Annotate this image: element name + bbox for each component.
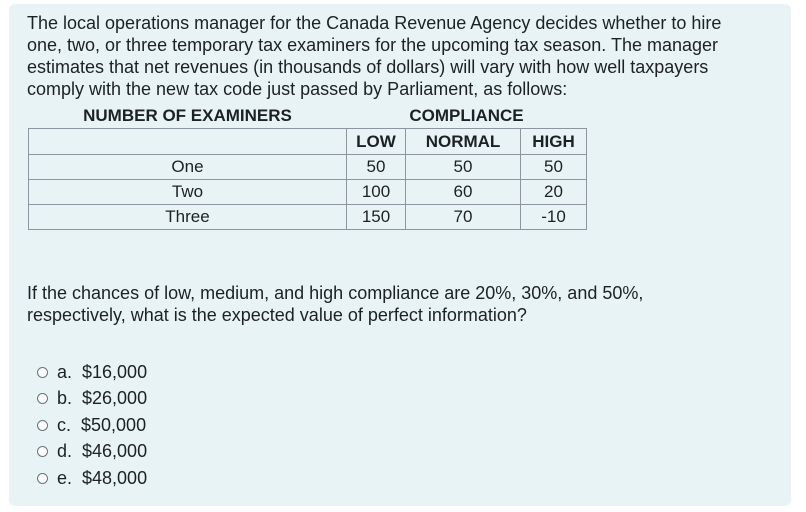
table-row [29, 205, 587, 230]
table-cell: 50 [521, 155, 587, 180]
table-cell: 100 [347, 180, 406, 205]
empty-cell [29, 129, 347, 155]
option-text: $48,000 [82, 467, 148, 488]
option-text: $46,000 [82, 441, 148, 462]
option-letter: e. [57, 467, 73, 488]
radio-button[interactable] [37, 473, 48, 484]
table-cell: 20 [521, 180, 587, 205]
column-header-low: LOW [347, 129, 406, 155]
question-line: respectively, what is the expected value of perfect information? [27, 305, 527, 325]
option-b[interactable] [37, 386, 147, 413]
option-d[interactable] [37, 439, 147, 466]
table-cell: 60 [406, 180, 521, 205]
question-text [27, 12, 787, 100]
question-line: estimates that net revenues (in thousands of dollars) will vary with how well taxpayers [27, 57, 709, 77]
radio-button[interactable] [37, 446, 48, 457]
question-line: The local operations manager for the Canada Revenue Agency decides whether to hire [27, 13, 722, 33]
option-letter: c. [57, 414, 72, 435]
option-e[interactable] [37, 465, 147, 492]
column-header-high: HIGH [521, 129, 587, 155]
question-line: one, two, or three temporary tax examiners for the upcoming tax season. The manager [27, 35, 719, 55]
table-row [29, 180, 587, 205]
revenue-table [28, 104, 587, 230]
answer-options [37, 359, 147, 492]
option-letter: b. [57, 388, 73, 409]
followup-question [27, 282, 787, 326]
option-text: $50,000 [81, 414, 147, 435]
option-letter: a. [57, 361, 73, 382]
table-cell: 50 [406, 155, 521, 180]
question-line: If the chances of low, medium, and high compliance are 20%, 30%, and 50%, [27, 283, 644, 303]
radio-button[interactable] [37, 367, 48, 378]
column-header-normal: NORMAL [406, 129, 521, 155]
table-cell: -10 [521, 205, 587, 230]
table-row [29, 155, 587, 180]
radio-button[interactable] [37, 393, 48, 404]
radio-button[interactable] [37, 420, 48, 431]
compliance-header: COMPLIANCE [409, 106, 524, 125]
row-label: Two [29, 180, 347, 205]
option-c[interactable] [37, 412, 147, 439]
row-header: NUMBER OF EXAMINERS [83, 106, 292, 125]
option-a[interactable] [37, 359, 147, 386]
option-text: $26,000 [82, 388, 148, 409]
row-label: One [29, 155, 347, 180]
table-cell: 70 [406, 205, 521, 230]
option-letter: d. [57, 441, 73, 462]
question-line: comply with the new tax code just passed by Parliament, as follows: [27, 79, 568, 99]
table-cell: 150 [347, 205, 406, 230]
table-cell: 50 [347, 155, 406, 180]
row-label: Three [29, 205, 347, 230]
option-text: $16,000 [82, 361, 148, 382]
